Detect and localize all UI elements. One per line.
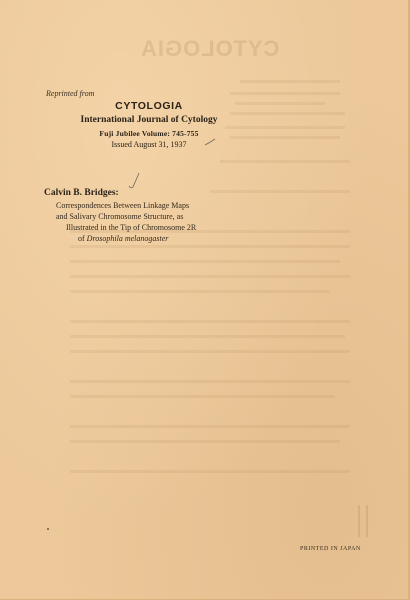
journal-title: CYTOLOGIA xyxy=(115,100,183,112)
show-through-title: CYTOLOGIA xyxy=(140,36,280,61)
pencil-check-icon xyxy=(128,172,140,190)
article-title-line: and Salivary Chromosome Structure, as xyxy=(56,212,184,221)
journal-volume: Fuji Jubilee Volume: 745-755 xyxy=(99,129,199,138)
printed-in-label: PRINTED IN JAPAN xyxy=(300,546,361,552)
species-name: Drosophila melanogaster xyxy=(86,234,169,243)
article-title-prefix: of xyxy=(78,234,85,243)
journal-subtitle: International Journal of Cytology xyxy=(80,115,218,125)
pencil-mark-icon xyxy=(204,137,216,147)
article-title-line: Correspondences Between Linkage Maps xyxy=(56,201,190,210)
reprint-label: Reprinted from xyxy=(46,89,95,98)
article-title-line xyxy=(56,233,226,244)
show-through-bar xyxy=(358,505,368,537)
issued-text: Issued August 31, 1937 xyxy=(111,140,187,149)
page-dot xyxy=(47,528,49,530)
journal-block xyxy=(76,100,222,149)
article-title xyxy=(56,200,226,244)
article-title-line: Illustrated in the Tip of Chromosome 2R xyxy=(66,223,197,232)
article-author: Calvin B. Bridges: xyxy=(44,188,119,198)
journal-issued-date xyxy=(76,140,222,149)
